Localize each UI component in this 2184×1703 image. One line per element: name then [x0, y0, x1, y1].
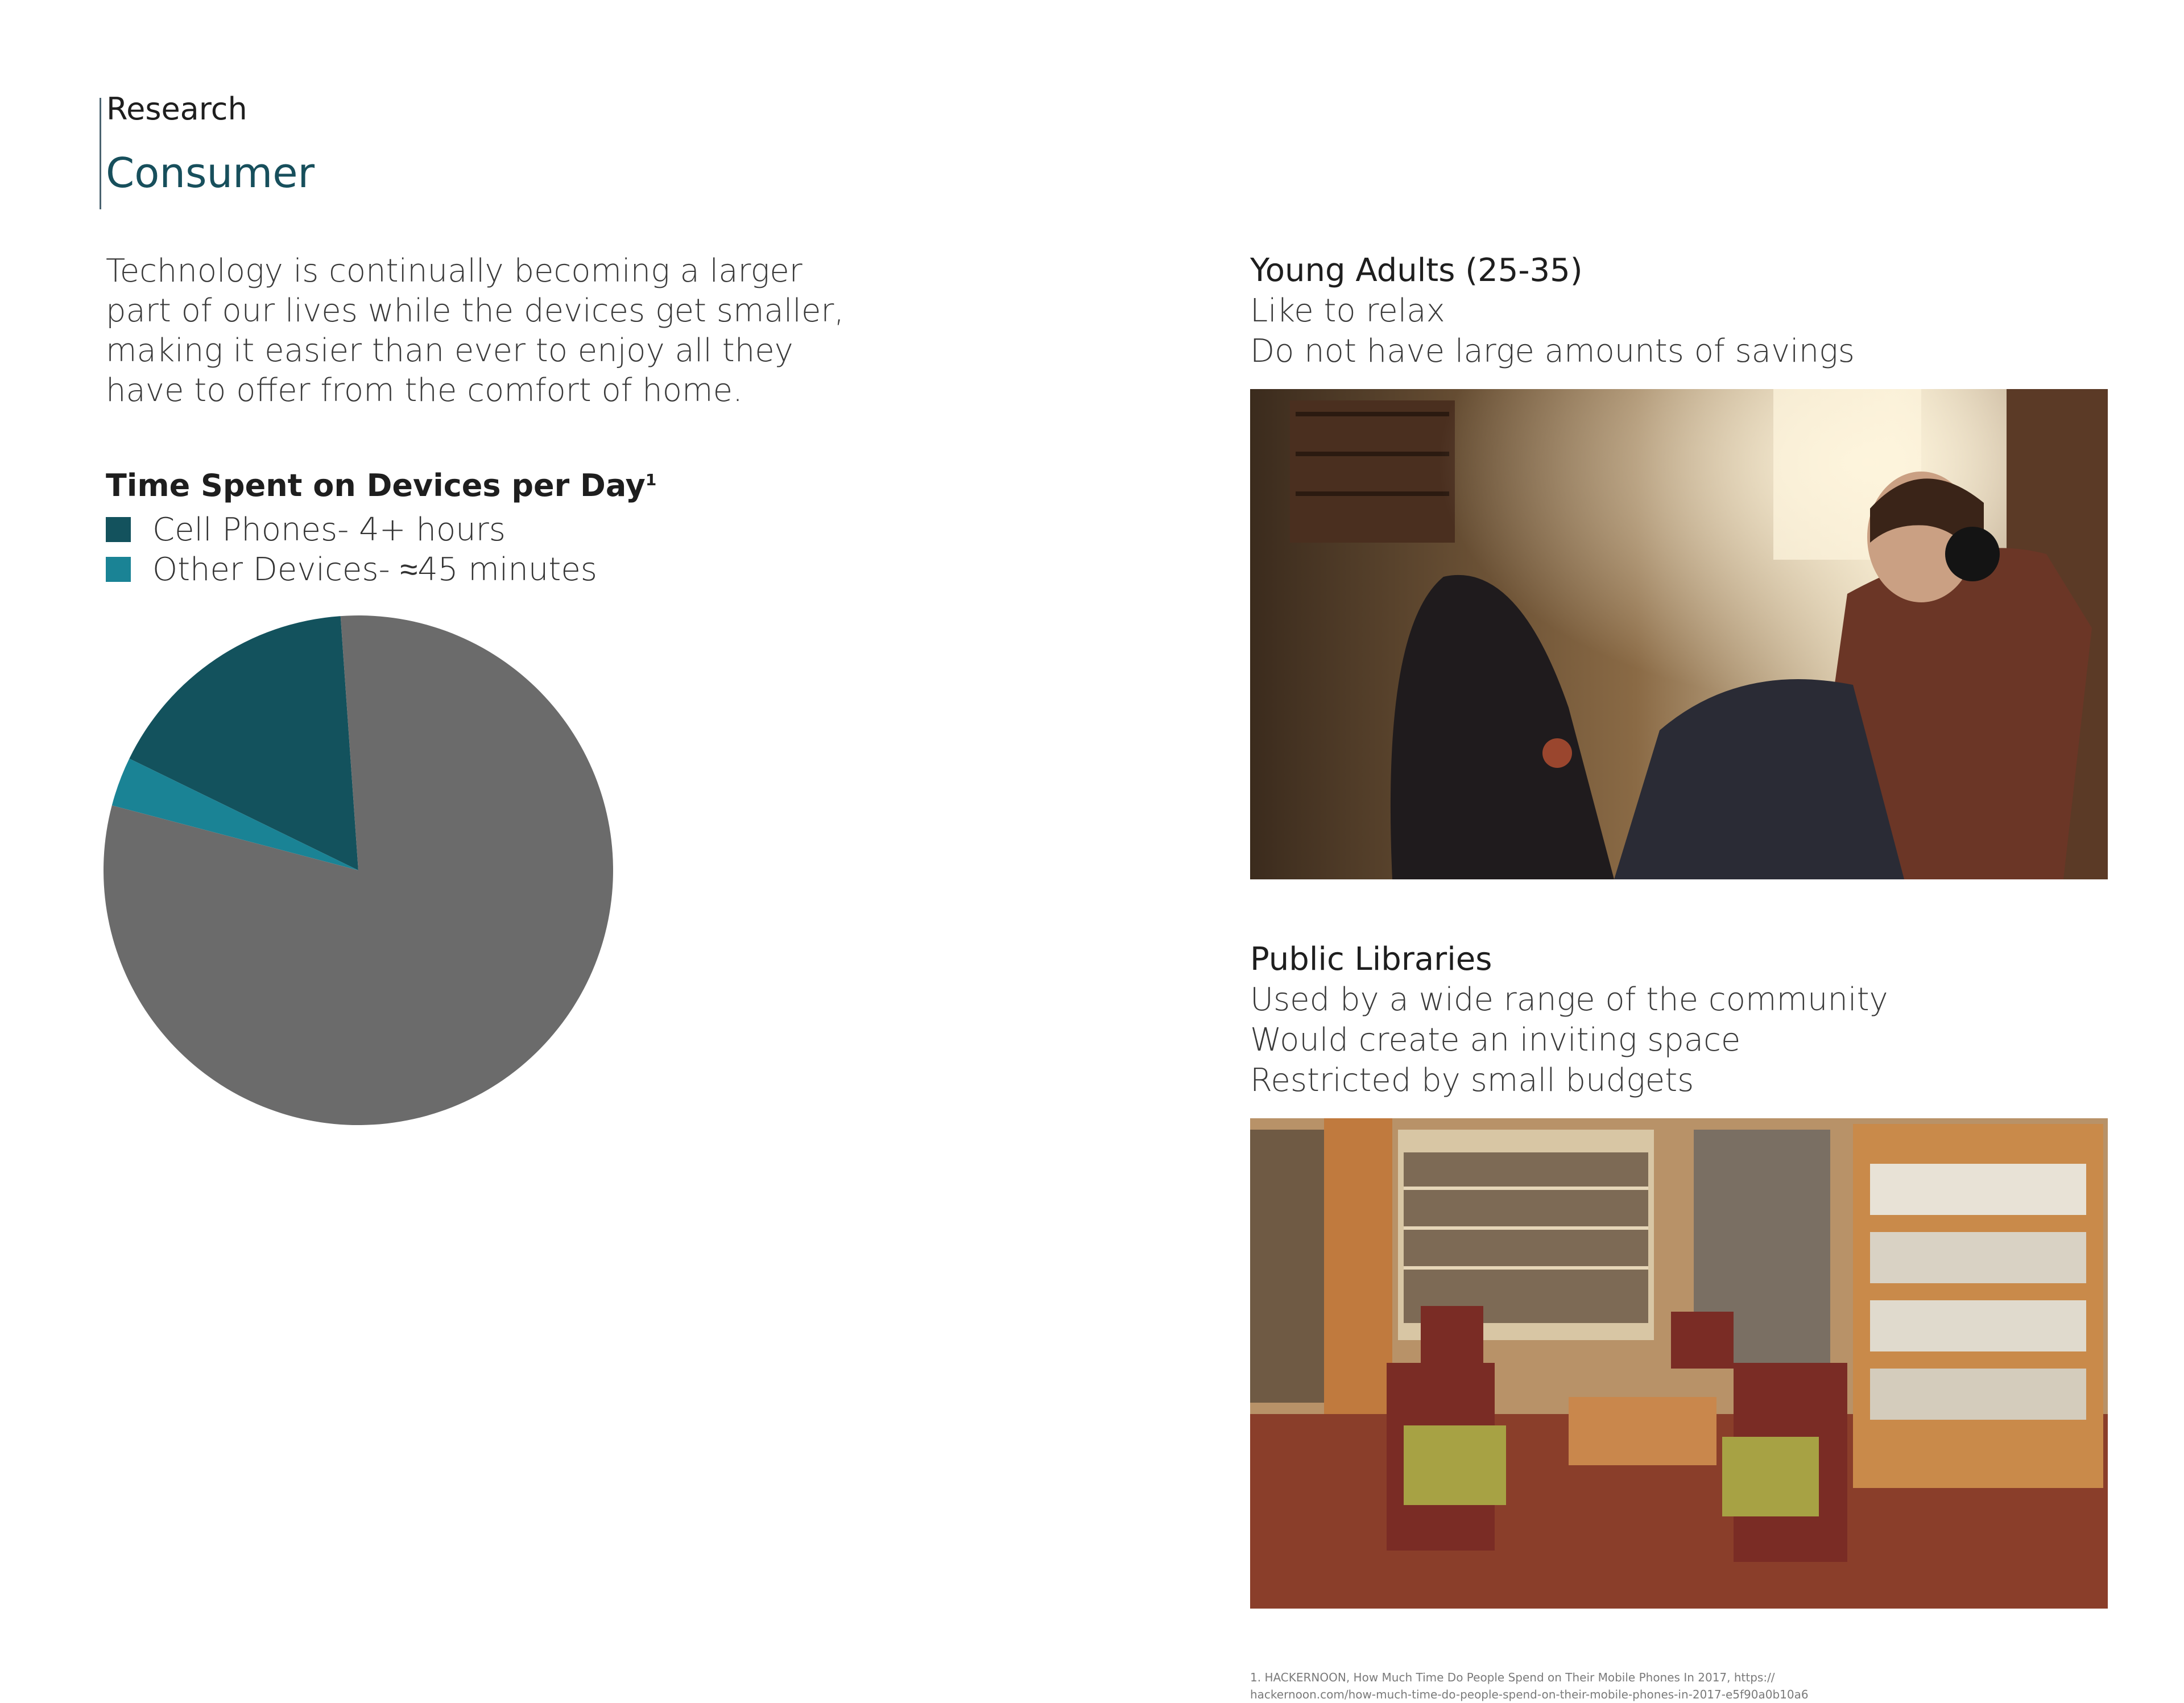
legend-item	[106, 510, 597, 549]
intro-line: making it easier than ever to enjoy all they	[106, 332, 793, 369]
page-title: Consumer	[106, 149, 315, 197]
persona-line: Restricted by small budgets	[1250, 1062, 1694, 1099]
persona-line: Used by a wide range of the community	[1250, 981, 1888, 1018]
photo-young-adult-relaxing	[1250, 389, 2108, 879]
intro-paragraph	[106, 251, 862, 411]
persona-title: Public Libraries	[1250, 941, 1492, 978]
section-label: Research	[106, 91, 247, 127]
persona-young-adults	[1250, 250, 1855, 371]
chart-title	[106, 468, 656, 503]
intro-line: part of our lives while the devices get smaller,	[106, 292, 845, 329]
persona-public-libraries	[1250, 939, 1888, 1101]
chart-title-text: Time Spent on Devices per Day	[106, 468, 646, 503]
footnote-url[interactable]: hackernoon.com/how-much-time-do-people-spend-on-their-mobile-phones-in-2017-e5f90a0b10a6	[1250, 1688, 1809, 1701]
legend-label: Cell Phones- 4+ hours	[152, 511, 506, 548]
persona-line: Like to relax	[1250, 292, 1445, 329]
photo-illustration	[1250, 389, 2108, 879]
footnote-line: 1. HACKERNOON, How Much Time Do People Spend on Their Mobile Phones In 2017, https://	[1250, 1671, 1775, 1684]
persona-line: Do not have large amounts of savings	[1250, 333, 1855, 370]
persona-title: Young Adults (25-35)	[1250, 252, 1583, 289]
header-rule	[100, 98, 101, 209]
legend-swatch-other-devices	[106, 557, 131, 582]
photo-illustration	[1250, 1118, 2108, 1609]
legend-swatch-cell-phones	[106, 517, 131, 542]
footnote-marker: 1	[645, 470, 657, 489]
legend-item	[106, 549, 597, 589]
footnote	[1250, 1669, 1961, 1703]
intro-line: Technology is continually becoming a larger	[106, 253, 803, 290]
pie-chart	[97, 609, 620, 1132]
intro-line: have to offer from the comfort of home.	[106, 372, 743, 409]
legend-label: Other Devices- ≈45 minutes	[152, 551, 597, 588]
photo-library-lounge	[1250, 1118, 2108, 1609]
persona-line: Would create an inviting space	[1250, 1022, 1741, 1059]
chart-legend	[106, 510, 597, 589]
